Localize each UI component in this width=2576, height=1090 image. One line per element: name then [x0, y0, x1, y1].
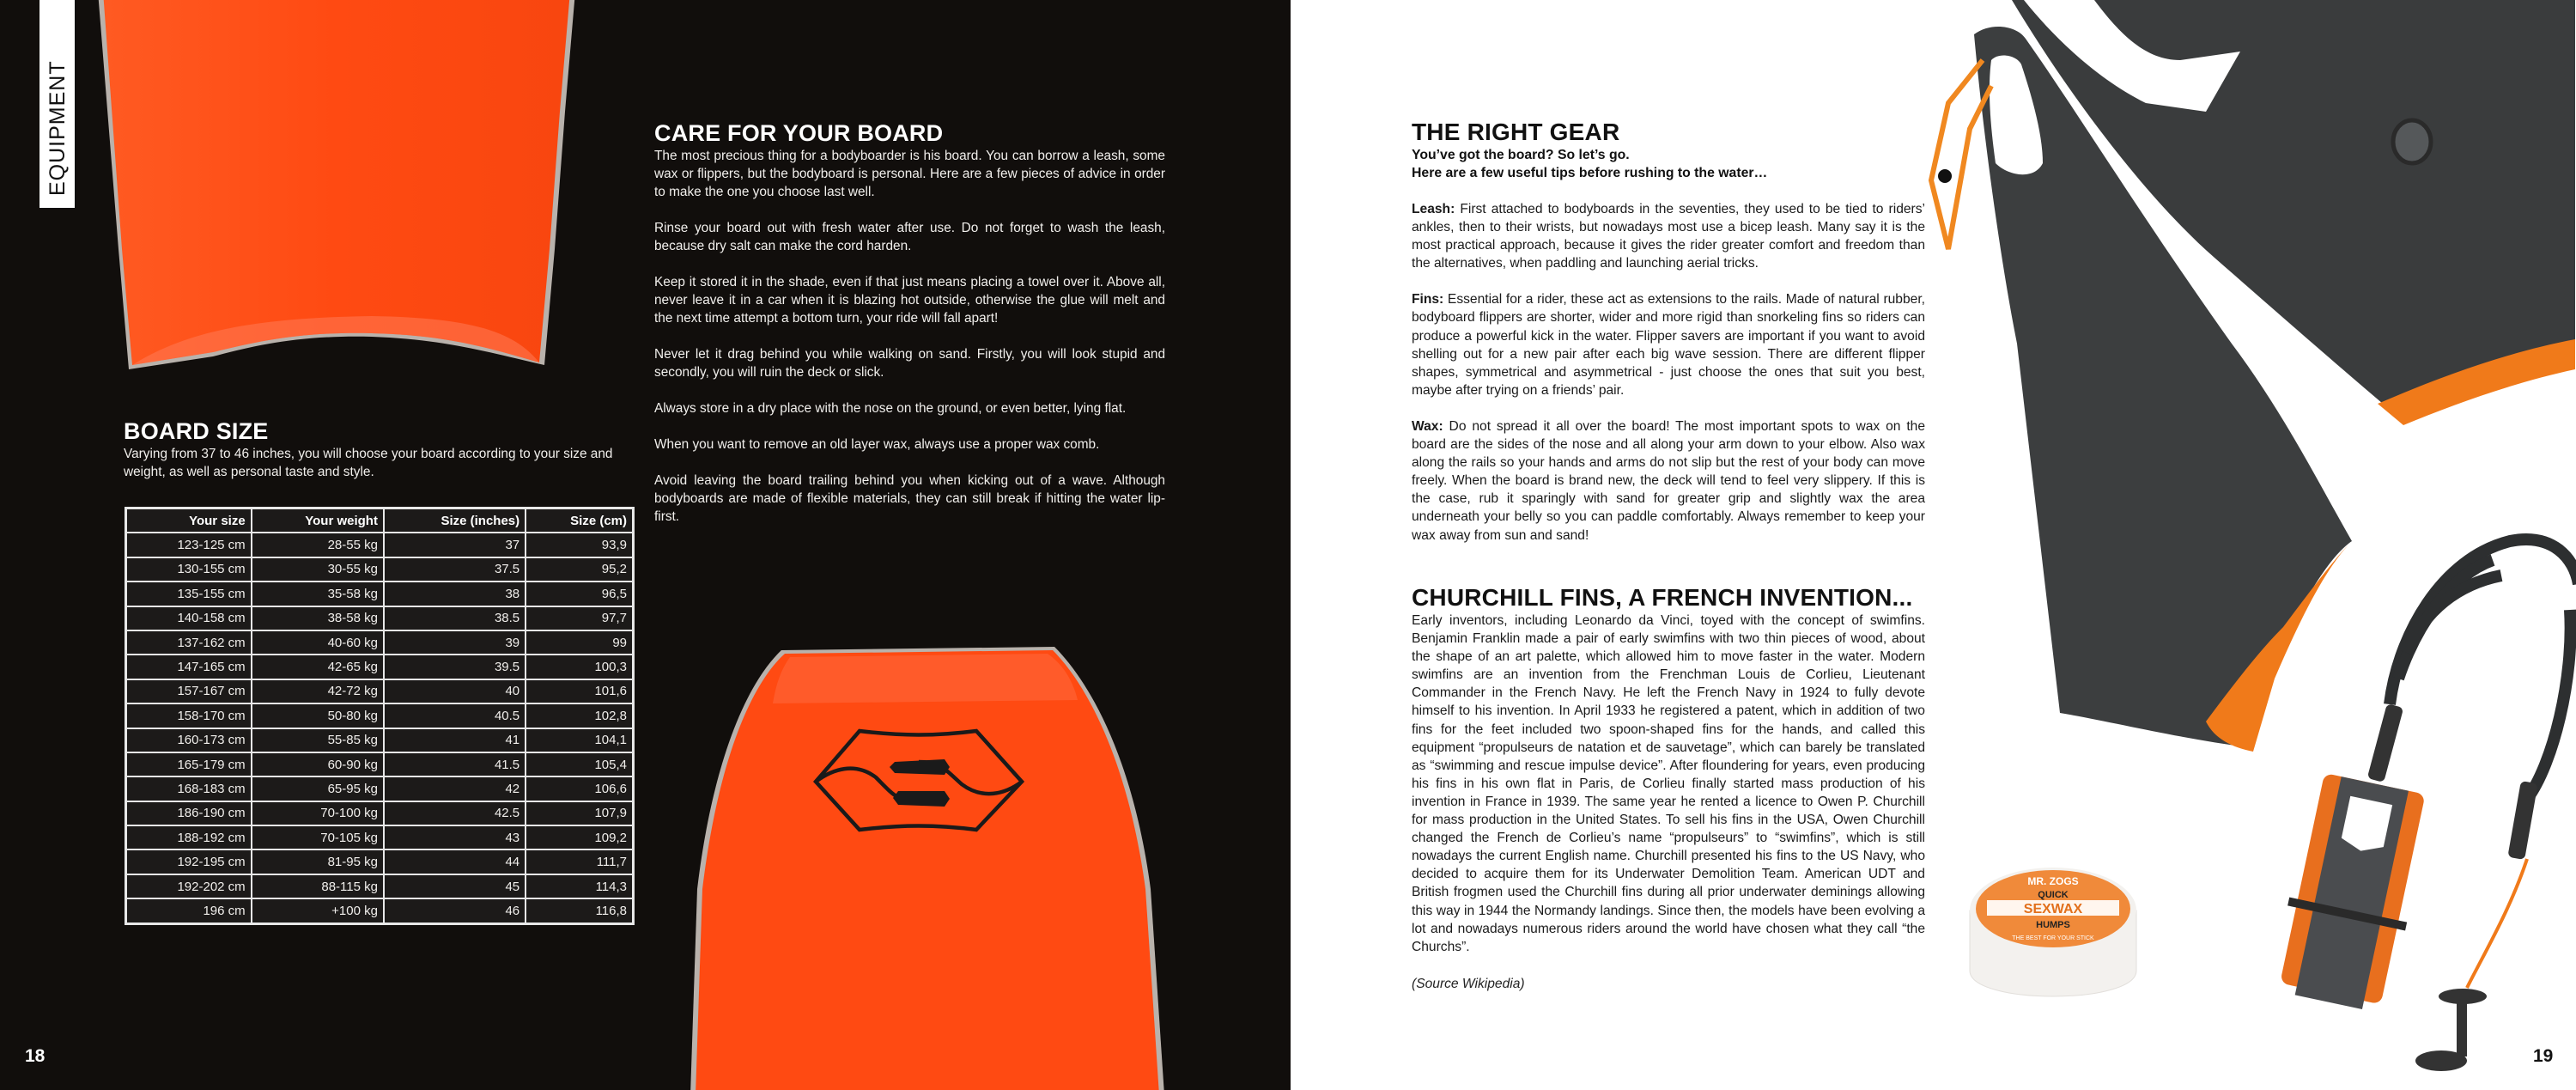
care-title: CARE FOR YOUR BOARD [654, 120, 944, 146]
cell-size-inches: 38 [384, 582, 526, 606]
fin-vent-hole-icon [2393, 120, 2431, 163]
care-paragraph: Avoid leaving the board trailing behind you when kicking out of a wave. Although bodyboards are made of flexible materials, they can still break if hitting the water lip-first. [654, 473, 1165, 524]
cell-size-cm: 97,7 [526, 606, 633, 630]
board-size-intro: Varying from 37 to 46 inches, you will choose your board according to your size and weight, as well as personal taste and style. [124, 447, 613, 479]
cell-size-inches: 46 [384, 898, 526, 923]
table-row [126, 630, 633, 655]
wax-label-line2: HUMPS [2036, 920, 2070, 930]
board-logo-bar-bottom [893, 791, 950, 807]
leash-plug-base [2415, 1050, 2467, 1071]
cell-size-cm: 100,3 [526, 655, 633, 679]
cell-your-weight: 55-85 kg [252, 728, 384, 752]
cell-size-cm: 99 [526, 630, 633, 655]
cell-your-size: 168-183 cm [126, 776, 252, 801]
leash-swivel-right [2507, 781, 2537, 860]
cell-size-cm: 93,9 [526, 533, 633, 557]
table-row [126, 752, 633, 776]
bodyboard-tail-image [84, 0, 584, 376]
cell-size-inches: 37 [384, 533, 526, 557]
cell-size-cm: 109,2 [526, 825, 633, 849]
page-number-left: 18 [25, 1046, 46, 1066]
cell-size-cm: 106,6 [526, 776, 633, 801]
cell-your-weight: 40-60 kg [252, 630, 384, 655]
cell-size-cm: 107,9 [526, 801, 633, 825]
table-row [126, 655, 633, 679]
right-gear-title: THE RIGHT GEAR [1412, 119, 1620, 145]
cell-size-inches: 38.5 [384, 606, 526, 630]
cell-size-cm: 96,5 [526, 582, 633, 606]
cell-your-weight: 35-58 kg [252, 582, 384, 606]
cell-size-inches: 39.5 [384, 655, 526, 679]
board-size-title: BOARD SIZE [124, 418, 269, 444]
table-row [126, 679, 633, 703]
cell-your-weight: 42-65 kg [252, 655, 384, 679]
cell-your-weight: 65-95 kg [252, 776, 384, 801]
table-row [126, 606, 633, 630]
section-tab-label-svg [39, 0, 75, 208]
gear-item-text: First attached to bodyboards in the seventies, they used to be tied to riders’ ankles, then to their wrists, but nowadays most use a bicep leash. Many say it is the most practical approach, because it gives the rider greater comfort and freedom than the alternatives, when paddling and launching aerial tricks. [1412, 202, 1925, 271]
cell-your-size: 157-167 cm [126, 679, 252, 703]
header-size-inches: Size (inches) [384, 508, 526, 533]
header-your-weight: Your weight [252, 508, 384, 533]
wax-label-line1: QUICK [2038, 890, 2069, 900]
gear-item-label: Fins: [1412, 292, 1444, 308]
page-number-right: 19 [2533, 1046, 2554, 1066]
cell-size-inches: 40.5 [384, 703, 526, 728]
wax-label-top: MR. ZOGS [2027, 875, 2079, 887]
cell-your-weight: 60-90 kg [252, 752, 384, 776]
leash-cuff [2269, 771, 2433, 1014]
right-gear-section [1412, 119, 1925, 563]
cell-your-weight: 38-58 kg [252, 606, 384, 630]
cell-your-weight: 50-80 kg [252, 703, 384, 728]
board-nose-highlight [773, 654, 1078, 703]
care-section [654, 120, 1165, 544]
cell-size-cm: 116,8 [526, 898, 633, 923]
cell-your-weight: 42-72 kg [252, 679, 384, 703]
cell-your-size: 135-155 cm [126, 582, 252, 606]
cell-your-weight: 88-115 kg [252, 874, 384, 898]
gear-item-text: Essential for a rider, these act as extensions to the rails. Made of natural rubber, bodyboard flippers are shorter, wider and more rigid than snorkeling fins so riders can produce a powerful kick in the water. Flipper savers are important if you want to avoid shelling out for a new pair after each big wave session. There are different flipper shapes, symmetrical and asymmetrical - just choose the ones that suit you best, maybe after trying on a friends’ pair. [1412, 292, 1925, 398]
cell-your-size: 196 cm [126, 898, 252, 923]
cell-size-cm: 102,8 [526, 703, 633, 728]
table-row [126, 874, 633, 898]
wax-label-bottom: THE BEST FOR YOUR STICK [2012, 935, 2094, 941]
wax-label-brand: SEXWAX [2023, 902, 2083, 916]
subtitle-line-1: You’ve got the board? So let’s go. [1412, 148, 1630, 162]
board-size-section [124, 418, 639, 481]
board-deck [103, 0, 570, 365]
cell-size-inches: 42.5 [384, 801, 526, 825]
surf-wax-image [1963, 859, 2143, 1018]
cell-your-size: 137-162 cm [126, 630, 252, 655]
leash-coil [2390, 539, 2576, 799]
table-row [126, 898, 633, 923]
right-page [1291, 0, 2576, 1090]
gear-item-label: Wax: [1412, 418, 1443, 434]
cell-size-inches: 39 [384, 630, 526, 655]
churchill-title: CHURCHILL FINS, A FRENCH INVENTION... [1412, 584, 1913, 611]
care-paragraph: Always store in a dry place with the nose on the ground, or even better, lying flat. [654, 401, 1127, 416]
cell-size-cm: 114,3 [526, 874, 633, 898]
section-tab-label: EQUIPMENT [46, 60, 70, 196]
table-body [126, 533, 633, 923]
cell-size-inches: 42 [384, 776, 526, 801]
bodyboard-nose-image [687, 631, 1168, 1090]
cell-your-weight: 28-55 kg [252, 533, 384, 557]
cell-your-weight: 30-55 kg [252, 557, 384, 582]
cell-your-size: 160-173 cm [126, 728, 252, 752]
gear-item-leash [1412, 200, 1925, 272]
cell-size-cm: 104,1 [526, 728, 633, 752]
cell-size-cm: 101,6 [526, 679, 633, 703]
table-row [126, 849, 633, 874]
gear-item-wax [1412, 417, 1925, 545]
fin-strap-lock-icon [1938, 169, 1952, 183]
table-row [126, 728, 633, 752]
gear-item-fins [1412, 290, 1925, 399]
cell-your-weight: 70-100 kg [252, 801, 384, 825]
cell-your-size: 186-190 cm [126, 801, 252, 825]
cell-your-size: 130-155 cm [126, 557, 252, 582]
table-row [126, 533, 633, 557]
gear-item-text: Do not spread it all over the board! The most important spots to wax on the board are the sides of the nose and all along your arm down to your elbow. Also wax along the rails so your hands and arms do not slip but the rest of your body can move freely. When the board is brand new, the deck will tend to feel very slippery. If this is the case, rub it sparingly with sand for greater grip and slightly wax the area underneath your belly so you can paddle comfortably. Always remember to keep your wax away from sun and sand! [1412, 418, 1925, 543]
cell-your-size: 147-165 cm [126, 655, 252, 679]
cell-your-size: 192-202 cm [126, 874, 252, 898]
cell-your-weight: 81-95 kg [252, 849, 384, 874]
cell-size-inches: 41.5 [384, 752, 526, 776]
cell-your-size: 158-170 cm [126, 703, 252, 728]
cell-size-inches: 43 [384, 825, 526, 849]
cell-size-inches: 37.5 [384, 557, 526, 582]
leash-plug-screw [2457, 996, 2467, 1057]
header-size-cm: Size (cm) [526, 508, 633, 533]
care-paragraph: When you want to remove an old layer wax, always use a proper wax comb. [654, 437, 1100, 452]
gear-item-label: Leash: [1412, 202, 1455, 216]
cell-size-inches: 41 [384, 728, 526, 752]
churchill-section [1412, 584, 1925, 992]
header-your-size: Your size [126, 508, 252, 533]
leash-string [2467, 859, 2527, 988]
cell-size-cm: 105,4 [526, 752, 633, 776]
care-paragraph: Keep it stored it in the shade, even if that just means placing a towel over it. Above all, never leave it in a car when it is blazing hot outside, otherwise the glue will melt and the next time attempt a bottom turn, your ride will fall apart! [654, 275, 1165, 326]
cell-size-cm: 95,2 [526, 557, 633, 582]
cell-size-inches: 40 [384, 679, 526, 703]
cell-your-size: 140-158 cm [126, 606, 252, 630]
board-size-table [125, 507, 635, 925]
board-deck [696, 650, 1159, 1090]
cell-size-inches: 44 [384, 849, 526, 874]
bicep-leash-image [2184, 507, 2576, 1074]
leash-swivel-left [2367, 703, 2404, 782]
table-row [126, 703, 633, 728]
table-row [126, 825, 633, 849]
care-paragraph: Rinse your board out with fresh water after use. Do not forget to wash the leash, because dry salt can make the cord harden. [654, 221, 1165, 253]
table-row [126, 557, 633, 582]
churchill-text: Early inventors, including Leonardo da Vinci, toyed with the concept of swimfins. Benjamin Franklin made a pair of early swimfins with two thin pieces of wood, about the shape of an art palette, which allowed him to move faster in the water. Modern swimfins are an invention from the Frenchman Louis de Corlieu, Lieutenant Commander in the French Navy. He left the French Navy in 1924 to fully devote himself to his invention. In April 1933 he registered a patent, which in addition of two fins for the feet included two spoon-shaped fins for the hands, and called this equipment “propulseurs de natation et de sauvetage”, which can barely be translated as “swimming and rescue impulse device”. After floundering for years, even producing his fins in his own flat in Paris, de Corlieu finally started mass production of his invention in France in 1939. The same year he rented a licence to Owen P. Churchill for mass production in the United States. To sell his fins in the USA, Owen Churchill changed the French de Corlieu’s name “propulseurs” to “swimfins”, which is still nowadays the current English name. Churchill presented his fins to the US Navy, who decided to acquire them for its Underwater Demolition Team. American UDT and British frogmen used the Churchill fins during all prior underwater deminings allowing this way in 1944 the Normandy landings. Since then, the models have been evolving a lot and nowadays numerous riders around the world have chosen what they call “the Churchs”. [1412, 613, 1925, 954]
cell-your-size: 188-192 cm [126, 825, 252, 849]
care-paragraph: The most precious thing for a bodyboarder is his board. You can borrow a leash, some wax or flippers, but the bodyboard is personal. Here are a few pieces of advice in order to make the one you choose last well. [654, 149, 1165, 199]
table-header-row [126, 508, 633, 533]
source-credit: (Source Wikipedia) [1412, 976, 1525, 991]
care-paragraph: Never let it drag behind you while walking on sand. Firstly, you will look stupid and secondly, you will ruin the deck or slick. [654, 347, 1165, 380]
cell-size-inches: 45 [384, 874, 526, 898]
cell-your-size: 192-195 cm [126, 849, 252, 874]
cell-your-weight: 70-105 kg [252, 825, 384, 849]
cell-your-weight: +100 kg [252, 898, 384, 923]
subtitle-line-2: Here are a few useful tips before rushing to the water… [1412, 166, 1768, 180]
cell-your-size: 123-125 cm [126, 533, 252, 557]
table-row [126, 776, 633, 801]
cell-your-size: 165-179 cm [126, 752, 252, 776]
right-gear-subtitle [1412, 146, 1925, 182]
cell-size-cm: 111,7 [526, 849, 633, 874]
table-row [126, 801, 633, 825]
table-row [126, 582, 633, 606]
section-tab [39, 0, 75, 208]
